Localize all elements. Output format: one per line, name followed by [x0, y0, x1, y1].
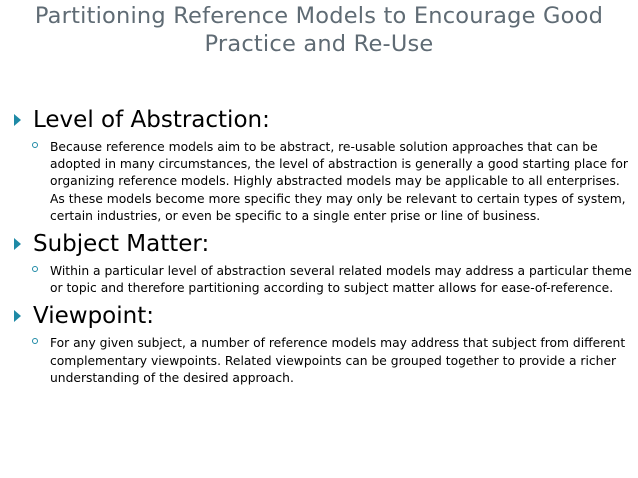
sub-bullet: [14, 139, 634, 225]
section-viewpoint: [14, 300, 634, 387]
slide-title-line-1: Partitioning Reference Models to Encourage Good: [34, 3, 604, 29]
circle-bullet-icon: [32, 266, 38, 272]
circle-bullet-icon: [32, 338, 38, 344]
triangle-bullet-icon: [14, 238, 21, 250]
section-subject-matter: [14, 228, 634, 297]
slide-title: [0, 2, 638, 58]
section-level-of-abstraction: [14, 104, 634, 225]
sub-bullet-text: Because reference models aim to be abstract, re-usable solution approaches that can be adopted in many circumstances, the level of abstraction is generally a good starting place for organizing reference models. Highly abstracted models may be applicable to all enterprises. As these models become more specific they may only be relevant to certain types of system, certain industries, or even be specific to a single enter prise or line of business.: [50, 140, 628, 223]
section-heading: [14, 104, 634, 136]
triangle-bullet-icon: [14, 114, 21, 126]
triangle-bullet-icon: [14, 310, 21, 322]
sub-bullet-text: Within a particular level of abstraction several related models may address a particular theme or topic and therefore partitioning according to subject matter allows for ease-of-reference.: [50, 264, 632, 296]
section-heading: [14, 228, 634, 260]
slide-content: [14, 104, 634, 387]
section-heading-text: Level of Abstraction:: [33, 107, 270, 133]
slide-title-line-2: Practice and Re-Use: [204, 31, 434, 57]
section-heading: [14, 300, 634, 332]
sub-bullet-text: For any given subject, a number of reference models may address that subject from different complementary viewpoints. Related viewpoints can be grouped together to provide a richer understanding of the desired approach.: [50, 336, 626, 385]
sub-bullet: [14, 335, 634, 387]
sub-bullet: [14, 263, 634, 297]
circle-bullet-icon: [32, 142, 38, 148]
section-heading-text: Subject Matter:: [33, 231, 210, 258]
section-heading-text: Viewpoint:: [33, 303, 154, 330]
